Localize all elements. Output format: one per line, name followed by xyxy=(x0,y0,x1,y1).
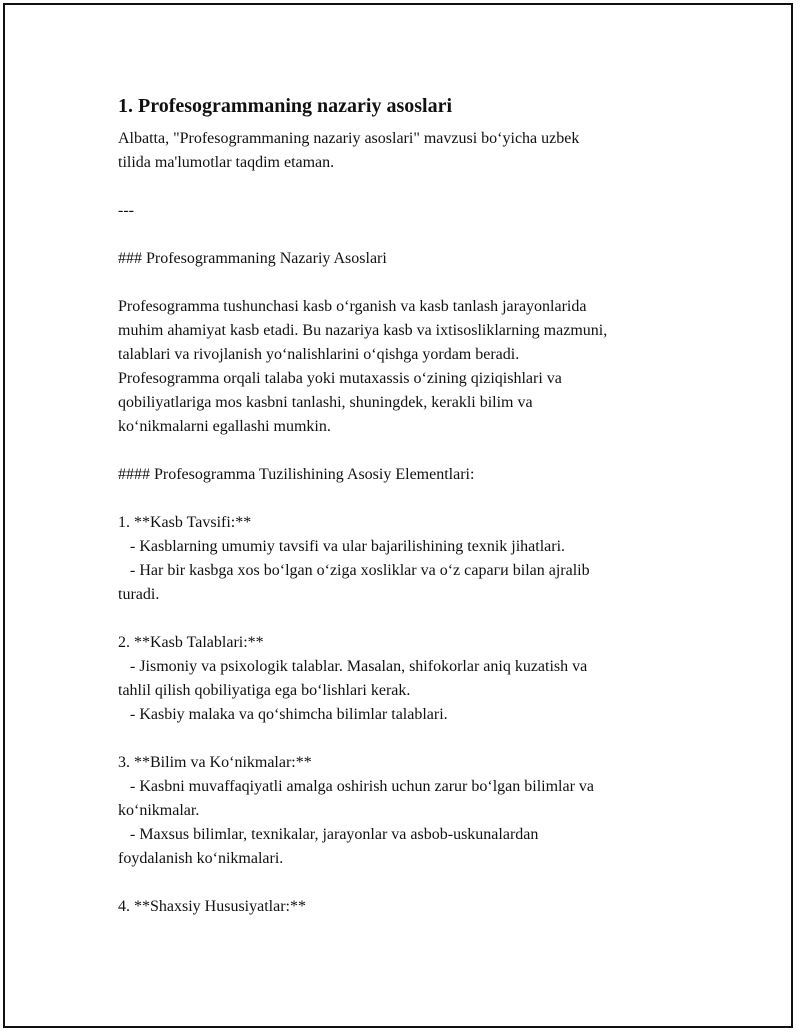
spacer xyxy=(118,439,698,463)
separator-line: --- xyxy=(118,202,134,219)
list-item-detail: - Har bir kasbga xos bo‘lgan o‘ziga xosliklar va o‘z сараги bilan ajralib turadi. xyxy=(118,562,590,603)
list-item-detail: - Jismoniy va psixologik talablar. Masalan, shifokorlar aniq kuzatish va tahlil qilish qobiliyatiga ega bo‘lishlari kerak. xyxy=(118,658,588,699)
list-item-detail: - Kasbiy malaka va qo‘shimcha bilimlar talablari. xyxy=(118,706,448,723)
spacer xyxy=(118,727,698,751)
list-item-title: 4. **Shaxsiy Hususiyatlar:** xyxy=(118,898,306,915)
section-heading: ### Profesogrammaning Nazariy Asoslari xyxy=(118,250,387,267)
list-item-title: 3. **Bilim va Ko‘nikmalar:** xyxy=(118,754,312,771)
spacer xyxy=(118,487,698,511)
spacer xyxy=(118,175,698,199)
document-body xyxy=(118,93,698,919)
list-item-detail: - Kasbni muvaffaqiyatli amalga oshirish uchun zarur bo‘lgan bilimlar va ko‘nikmalar. xyxy=(118,778,595,819)
document-title: 1. Profesogrammaning nazariy asoslari xyxy=(118,95,453,117)
list-item xyxy=(118,751,698,871)
spacer xyxy=(118,271,698,295)
list-item xyxy=(118,511,698,607)
list-item-detail: - Maxsus bilimlar, texnikalar, jarayonlar va asbob-uskunalardan foydalanish ko‘nikmalari. xyxy=(118,826,539,867)
list-item-title: 2. **Kasb Talablari:** xyxy=(118,634,264,651)
spacer xyxy=(118,223,698,247)
spacer xyxy=(118,607,698,631)
list-item-detail: - Kasblarning umumiy tavsifi va ular bajarilishining texnik jihatlari. xyxy=(118,538,566,555)
list-item xyxy=(118,631,698,727)
spacer xyxy=(118,871,698,895)
body-paragraph: Profesogramma tushunchasi kasb o‘rganish va kasb tanlash jarayonlarida muhim ahamiyat kasb etadi. Bu nazariya kasb va ixtisosliklarning mazmuni, talablari va rivojlanish yo‘nalishlarini o‘qishga yordam beradi. Profesogramma orqali talaba yoki mutaxassis o‘zining qiziqishlari va qobiliyatlariga mos kasbni tanlashi, shuningdek, kerakli bilim va ko‘nikmalarni egallashi mumkin. xyxy=(118,298,608,435)
list-item xyxy=(118,895,698,919)
subsection-heading: #### Profesogramma Tuzilishining Asosiy Elementlari: xyxy=(118,466,475,483)
intro-paragraph: Albatta, "Profesogrammaning nazariy asoslari" mavzusi bo‘yicha uzbek tilida ma'lumotlar taqdim etaman. xyxy=(118,130,580,171)
list-item-title: 1. **Kasb Tavsifi:** xyxy=(118,514,252,531)
